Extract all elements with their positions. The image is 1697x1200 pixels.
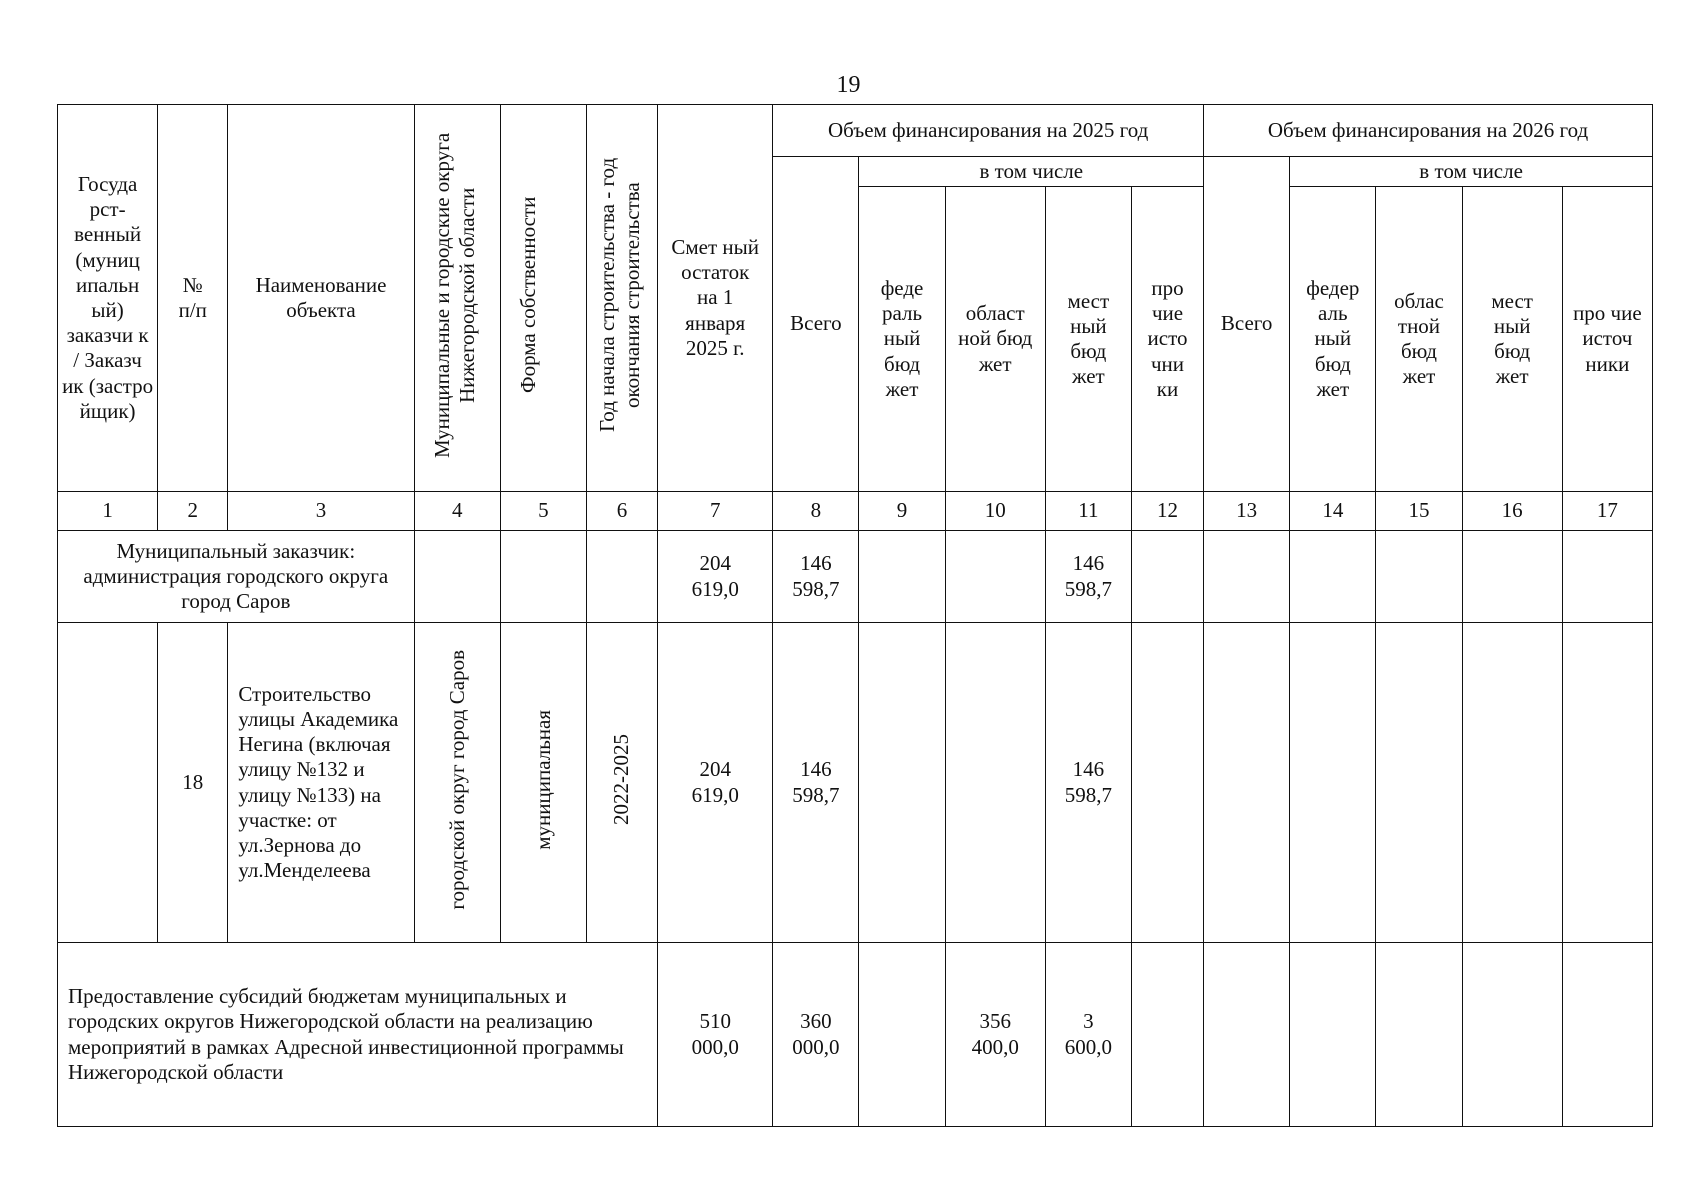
municipal-customer-label: Муниципальный заказчик: администрация городского округа город Саров — [58, 531, 415, 623]
estimate-value: 204 619,0 — [658, 531, 773, 623]
col-num-8: 8 — [773, 492, 859, 531]
cell — [1562, 531, 1652, 623]
table-row-customer — [58, 531, 1653, 623]
local-2025-value: 146 598,7 — [1045, 623, 1131, 943]
col-num-10: 10 — [945, 492, 1045, 531]
cell — [859, 531, 945, 623]
header-customer: Госуда рст- венный (муниц ипальн ый) заказчи к / Заказч ик (застро йщик) — [58, 105, 158, 492]
cell — [500, 531, 586, 623]
col-num-17: 17 — [1562, 492, 1652, 531]
cell — [1376, 623, 1462, 943]
header-including-2025: в том числе — [859, 157, 1204, 187]
header-local-2026: мест ный бюд жет — [1462, 187, 1562, 492]
cell — [1204, 531, 1290, 623]
header-number: № п/п — [158, 105, 228, 492]
total-2025-value: 146 598,7 — [773, 623, 859, 943]
cell — [1376, 943, 1462, 1127]
total-2025-value: 146 598,7 — [773, 531, 859, 623]
local-2025-value: 3 600,0 — [1045, 943, 1131, 1127]
header-federal-2026: федер аль ный бюд жет — [1290, 187, 1376, 492]
years-value: 2022-2025 — [586, 623, 657, 943]
col-num-11: 11 — [1045, 492, 1131, 531]
col-num-3: 3 — [228, 492, 414, 531]
header-ownership: Форма собственности — [500, 105, 586, 492]
cell — [1204, 623, 1290, 943]
header-regional-2025: област ной бюд жет — [945, 187, 1045, 492]
cell — [1462, 531, 1562, 623]
object-name: Строительство улицы Академика Негина (включая улицу №132 и улицу №133) на участке: от ул.Зернова до ул.Менделеева — [228, 623, 414, 943]
cell — [859, 623, 945, 943]
ownership-value: муниципальная — [500, 623, 586, 943]
header-funding-2025: Объем финансирования на 2025 год — [773, 105, 1204, 157]
regional-2025-value: 356 400,0 — [945, 943, 1045, 1127]
local-2025-value: 146 598,7 — [1045, 531, 1131, 623]
header-row-1 — [58, 105, 1653, 157]
col-num-5: 5 — [500, 492, 586, 531]
cell — [58, 623, 158, 943]
table-row-subsidies — [58, 943, 1653, 1127]
cell — [586, 531, 657, 623]
cell — [1204, 943, 1290, 1127]
header-municipality: Муниципальные и городские округа Нижегородской области — [414, 105, 500, 492]
cell — [1131, 943, 1203, 1127]
cell — [1290, 623, 1376, 943]
cell — [1131, 531, 1203, 623]
header-funding-2026: Объем финансирования на 2026 год — [1204, 105, 1653, 157]
row-number: 18 — [158, 623, 228, 943]
col-num-7: 7 — [658, 492, 773, 531]
municipality-value: городской округ город Саров — [414, 623, 500, 943]
col-num-16: 16 — [1462, 492, 1562, 531]
subsidies-label: Предоставление субсидий бюджетам муниципальных и городских округов Нижегородской области на реализацию мероприятий в рамках Адресной инвестиционной программы Нижегородской области — [58, 943, 658, 1127]
col-num-15: 15 — [1376, 492, 1462, 531]
column-numbers-row — [58, 492, 1653, 531]
col-num-12: 12 — [1131, 492, 1203, 531]
header-total-2026: Всего — [1204, 157, 1290, 492]
col-num-2: 2 — [158, 492, 228, 531]
header-other-2025: про чие исто чни ки — [1131, 187, 1203, 492]
cell — [1376, 531, 1462, 623]
cell — [1290, 943, 1376, 1127]
investment-program-table — [57, 104, 1653, 1127]
cell — [1462, 623, 1562, 943]
header-regional-2026: облас тной бюд жет — [1376, 187, 1462, 492]
header-other-2026: про чие источ ники — [1562, 187, 1652, 492]
col-num-14: 14 — [1290, 492, 1376, 531]
cell — [1562, 943, 1652, 1127]
header-total-2025: Всего — [773, 157, 859, 492]
cell — [1131, 623, 1203, 943]
cell — [1290, 531, 1376, 623]
col-num-1: 1 — [58, 492, 158, 531]
page-number: 19 — [836, 72, 861, 98]
header-years: Год начала строительства - год окончания строительства — [586, 105, 657, 492]
col-num-4: 4 — [414, 492, 500, 531]
cell — [1562, 623, 1652, 943]
header-object-name: Наименование объекта — [228, 105, 414, 492]
estimate-value: 204 619,0 — [658, 623, 773, 943]
header-local-2025: мест ный бюд жет — [1045, 187, 1131, 492]
header-estimate: Смет ный остаток на 1 января 2025 г. — [658, 105, 773, 492]
header-federal-2025: феде раль ный бюд жет — [859, 187, 945, 492]
cell — [945, 623, 1045, 943]
header-including-2026: в том числе — [1290, 157, 1653, 187]
col-num-9: 9 — [859, 492, 945, 531]
total-2025-value: 360 000,0 — [773, 943, 859, 1127]
col-num-13: 13 — [1204, 492, 1290, 531]
cell — [1462, 943, 1562, 1127]
table-row-object — [58, 623, 1653, 943]
estimate-value: 510 000,0 — [658, 943, 773, 1127]
cell — [859, 943, 945, 1127]
cell — [414, 531, 500, 623]
cell — [945, 531, 1045, 623]
col-num-6: 6 — [586, 492, 657, 531]
